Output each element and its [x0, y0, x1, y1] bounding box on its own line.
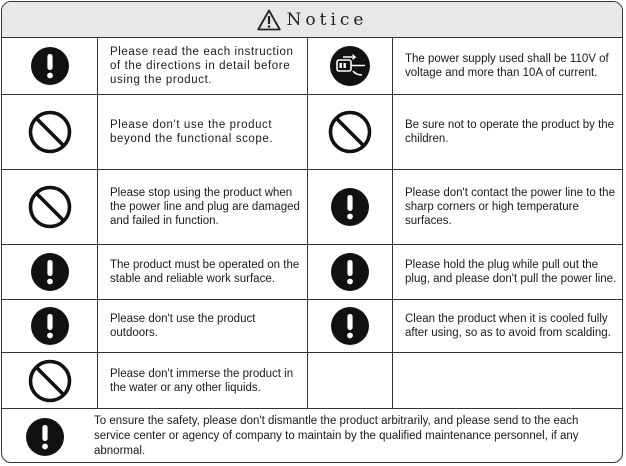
electrical-plug-icon — [308, 38, 393, 94]
mandatory-action-icon — [308, 170, 393, 244]
notice-text: Be sure not to operate the product by the children. — [405, 119, 615, 145]
empty-cell — [308, 353, 393, 408]
notice-text: Please hold the plug while pull out the plug, and please don't pull the power line. — [405, 259, 617, 285]
table-row — [2, 300, 622, 353]
notice-text: Please don't use the product outdoors. — [98, 300, 308, 352]
mandatory-action-icon — [2, 38, 98, 94]
mandatory-action-icon — [308, 300, 393, 352]
prohibition-icon — [2, 95, 98, 169]
table-row — [2, 170, 622, 245]
mandatory-action-icon — [2, 300, 98, 352]
empty-cell — [393, 353, 623, 408]
prohibition-icon — [308, 95, 393, 169]
notice-text: Please don't contact the power line to the sharp corners or high temperature surfaces. — [405, 187, 615, 227]
table-row — [2, 245, 622, 300]
notice-text: The power supply used shall be 110V of voltage and more than 10A of current. — [405, 53, 609, 79]
prohibition-icon — [2, 170, 98, 244]
mandatory-action-icon — [2, 409, 88, 463]
notice-text: Please read the each instruction of the directions in detail before using the product. — [98, 38, 308, 94]
notice-header — [2, 2, 622, 38]
notice-panel — [1, 1, 623, 463]
table-row — [2, 353, 622, 409]
warning-triangle-icon — [257, 9, 281, 31]
footer-text: To ensure the safety, please don't dismantle the product arbitrarily, and please send to the each service center or agency of company to maintain by the qualified maintenance personnel, if any abnormal. — [94, 415, 579, 457]
notice-text: The product must be operated on the stable and reliable work surface. — [98, 245, 308, 299]
notice-text: Please don't use the product beyond the functional scope. — [98, 95, 308, 169]
mandatory-action-icon — [308, 245, 393, 299]
table-row — [2, 38, 622, 95]
header-title-group — [257, 9, 368, 31]
notice-text: Please stop using the product when the power line and plug are damaged and failed in function. — [98, 170, 308, 244]
footer-row — [2, 409, 622, 463]
notice-text: Clean the product when it is cooled fully after using, so as to avoid from scalding. — [405, 313, 611, 339]
table-row — [2, 95, 622, 170]
prohibition-icon — [2, 353, 98, 408]
page-title: Notice — [286, 9, 368, 30]
notice-text: Please don't immerse the product in the water or any other liquids. — [98, 353, 308, 408]
mandatory-action-icon — [2, 245, 98, 299]
